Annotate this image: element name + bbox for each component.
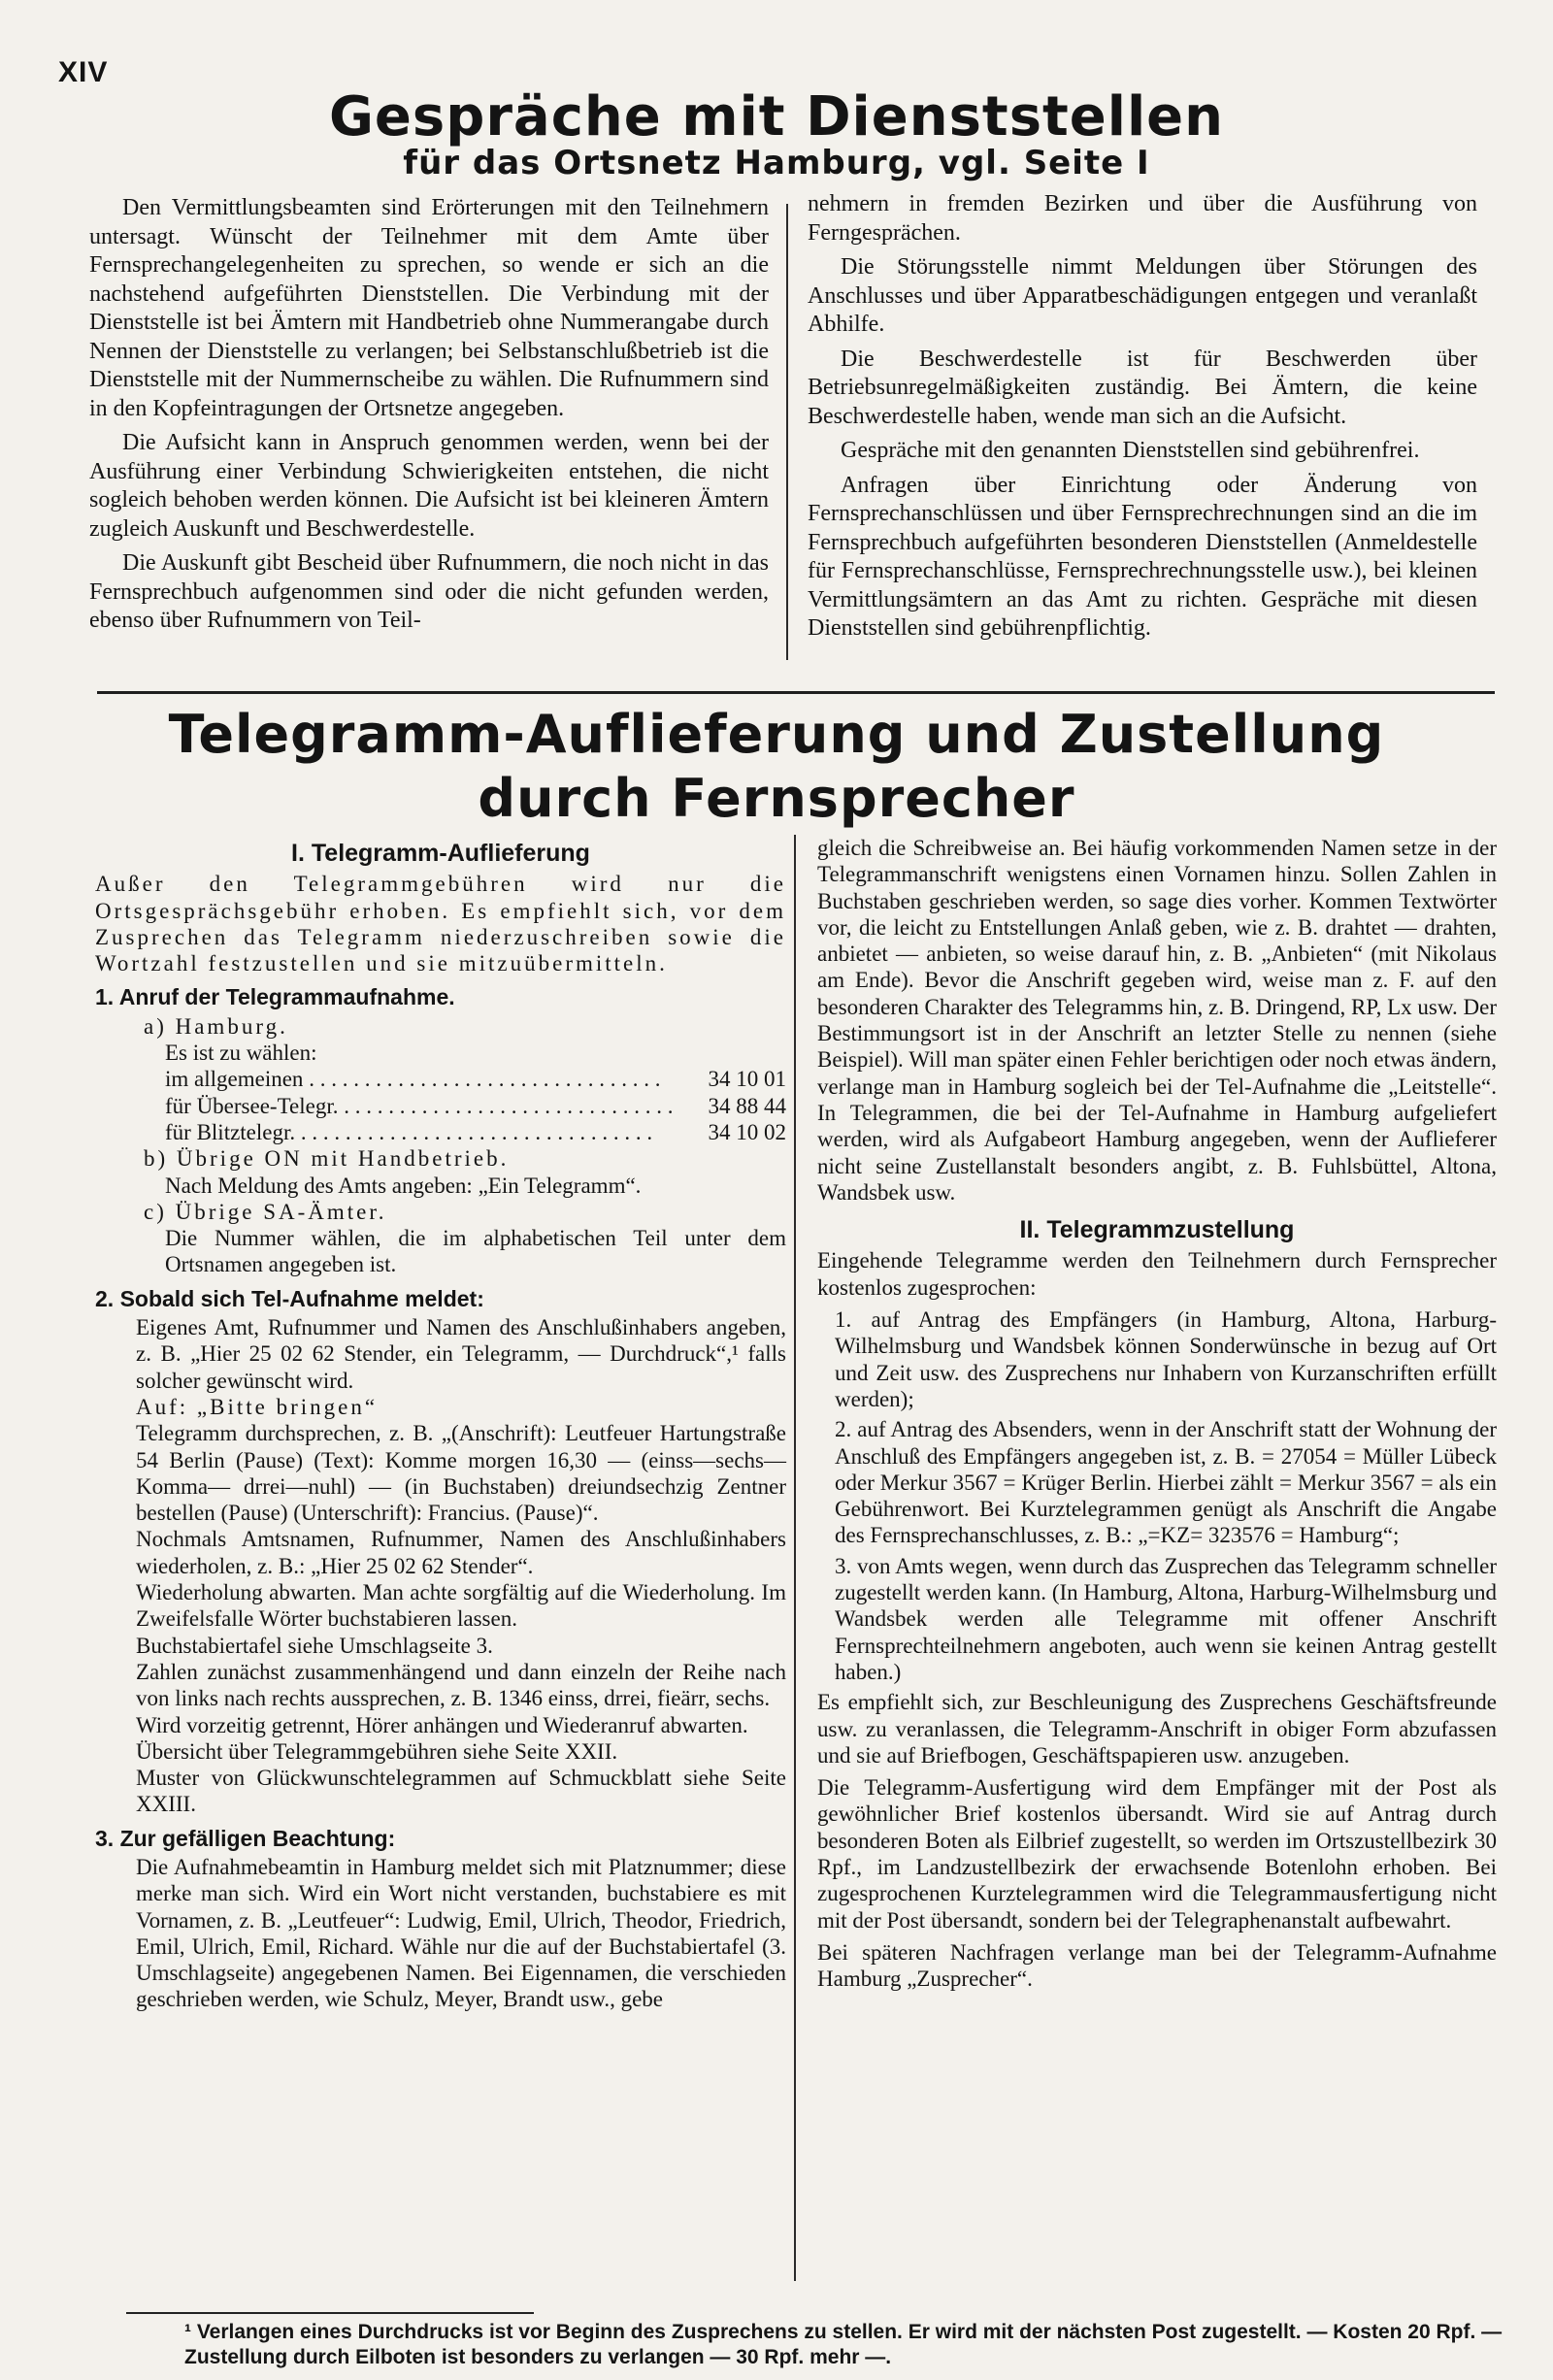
section-separator: [97, 691, 1495, 694]
step2-line: Wird vorzeitig getrennt, Hörer anhängen und Wiederanruf abwarten.: [136, 1712, 748, 1737]
step2-line: Muster von Glückwunschtelegrammen auf Schmuckblatt siehe Seite XXIII.: [136, 1766, 786, 1817]
item-c-label: c) Übrige SA-Ämter.: [144, 1199, 387, 1224]
footnote: ¹ Verlangen eines Durchdrucks ist vor Beginn des Zusprechens zu stellen. Er wird mit der nächsten Post zugestellt. — Kosten 20 Rpf. — Zustellung durch Eilboten ist besonders zu verlangen — 30 Rpf. mehr —.: [184, 2321, 1503, 2368]
part1-intro: Außer den Telegrammgebühren wird nur die Ortsgesprächsgebühr erhoben. Es empfiehlt sich, vor dem Zusprechen das Telegramm niederzuschreiben sowie die Wortzahl festzustellen und sie mitzuübermitteln.: [95, 872, 786, 976]
step2-heading: 2. Sobald sich Tel-Aufnahme meldet:: [95, 1285, 484, 1311]
step2-line: Telegramm durchsprechen, z. B. „(Anschrift): Leutfeuer Hartungstraße 54 Berlin (Pause) (Text): Komme morgen 16,30 — (einss—sechs—Komma— drrei—nuhl) — (in Buchstaben) dreiundsechzig Zentner bestellen (Pause) (Unterschrift): Francius. (Pause)“.: [136, 1421, 786, 1526]
number-row: [165, 1066, 786, 1092]
part2-item: 2. auf Antrag des Absenders, wenn in der Anschrift statt der Wohnung der Anschluß des Empfängers angegeben ist, z. B. = 27054 = Müller Lübeck oder Merkur 3567 = Krüger Berlin. Hierbei zählt = Merkur 3567 = als ein Gebührenwort. Bei Kurztelegrammen genügt als Anschrift die Angabe des Fernsprechanschlusses, z. B.: „=KZ= 323576 = Hamburg“;: [835, 1417, 1497, 1548]
paragraph: Die Auskunft gibt Bescheid über Rufnummern, die noch nicht in das Fernsprechbuch aufgenommen sind oder die nicht gefunden werden, ebenso über Rufnummern von Teil-: [89, 550, 769, 633]
part2-intro: Eingehende Telegramme werden den Teilnehmern durch Fernsprecher kostenlos zugesprochen:: [817, 1248, 1497, 1300]
item-c-text: Die Nummer wählen, die im alphabetischen Teil unter dem Ortsnamen angegeben ist.: [165, 1226, 786, 1277]
item-b-label: b) Übrige ON mit Handbetrieb.: [144, 1146, 510, 1172]
paragraph: Die Störungsstelle nimmt Meldungen über Störungen des Anschlusses und über Apparatbeschädigungen entgegen und veranlaßt Abhilfe.: [808, 254, 1477, 337]
part2-item: 3. von Amts wegen, wenn durch das Zusprechen das Telegramm schneller zugestellt werden kann. (In Hamburg, Altona, Harburg-Wilhelmsburg und Wandsbek werden alle Telegramme mit offener Anschrift Fernsprechteilnehmern angeboten, auch wenn sie keinen Antrag gestellt haben.): [835, 1553, 1497, 1684]
number-value: 34 88 44: [708, 1093, 786, 1118]
item-b-text: Nach Meldung des Amts angeben: „Ein Telegramm“.: [165, 1173, 642, 1198]
page-number: XIV: [58, 56, 109, 88]
step2-line: Auf: „Bitte bringen“: [136, 1394, 379, 1419]
step2-line: Eigenes Amt, Rufnummer und Namen des Anschlußinhabers angeben, z. B. „Hier 25 02 62 Stender, ein Telegramm, — Durchdruck“,¹ falls solcher gewünscht wird.: [136, 1315, 786, 1393]
section2-title: Telegramm-Auflieferung und Zustellung durch Fernsprecher: [168, 704, 1385, 829]
number-label: im allgemeinen . . .: [165, 1066, 679, 1092]
paragraph: Die Beschwerdestelle ist für Beschwerden über Betriebsunregelmäßigkeiten zuständig. Bei Ämtern, die keine Beschwerdestelle haben, wende man sich an die Aufsicht.: [808, 346, 1477, 429]
step3-heading: 3. Zur gefälligen Beachtung:: [95, 1825, 396, 1851]
number-label: für Blitztelegr. . . .: [165, 1119, 679, 1145]
number-row: [165, 1119, 786, 1145]
part2-paragraph: Die Telegramm-Ausfertigung wird dem Empfänger mit der Post als gewöhnlicher Brief kostenlos übersandt. Wird sie auf Antrag durch besonderen Boten als Eilbrief zugestellt, so werden im Ortszustellbezirk 30 Rpf., im Landzustellbezirk der erwachsende Botenlohn erhoben. Bei zugesprochenen Kurztelegrammen wird die Telegrammausfertigung nicht mit der Post übersandt, sondern bei der Telegraphenanstalt aufbewahrt.: [817, 1775, 1497, 1933]
number-label: für Übersee-Telegr. . . .: [165, 1093, 679, 1119]
number-value: 34 10 02: [708, 1119, 786, 1144]
section2-left-column: [95, 841, 786, 2013]
section1-subtitle: für das Ortsnetz Hamburg, vgl. Seite I: [403, 144, 1150, 182]
step3-text: Die Aufnahmebeamtin in Hamburg meldet sich mit Platznummer; diese merke man sich. Wird ein Wort nicht verstanden, buchstabiere es mit Vornamen, z. B. „Leutfeuer“: Ludwig, Emil, Ulrich, Theodor, Friedrich, Emil, Ulrich, Emil, Richard. Wähle nur die auf der Buchstabiertafel (3. Umschlagseite) angegebenen Namen. Bei Eigennamen, die verschieden geschrieben werden, wie Schulz, Meyer, Brandt usw., gebe: [136, 1854, 786, 2012]
step2-line: Übersicht über Telegrammgebühren siehe Seite XXII.: [136, 1738, 618, 1764]
paragraph: Den Vermittlungsbeamten sind Erörterungen mit den Teilnehmern untersagt. Wünscht der Teilnehmer mit dem Amte über Fernsprechangelegenheiten zu sprechen, so wende er sich an die nachstehend aufgeführten Dienststellen. Die Verbindung mit der Dienststelle ist bei Ämtern mit Handbetrieb ohne Nummerangabe durch Nennen der Dienststelle zu verlangen; bei Selbstanschlußbetrieb ist die Dienststelle mit der Nummernscheibe zu wählen. Die Rufnummern sind in den Kopfeintragungen der Ortsnetze angegeben.: [89, 195, 769, 421]
number-row: [165, 1093, 786, 1119]
right-continuation: gleich die Schreibweise an. Bei häufig vorkommenden Namen setze in der Telegrammanschrift wenigstens einen Vornamen hinzu. Sollen Zahlen in Buchstaben geschrieben werden, so sage dies vorher. Kommen Textwörter vor, die leicht zu Entstellungen Anlaß geben, wie z. B. drahtet — drahten, anbietet — anbieten, so weise darauf hin, z. B. „Anbieten“ (mit Nikolaus am Ende). Bevor die Anschrift gegeben wird, weise man z. F. auf den besonderen Charakter des Telegramms hin, z. B. Dringend, RP, Lx usw. Der Bestimmungsort ist in der Anschrift an letzter Stelle zu nennen (siehe Beispiel). Will man später einen Fehler berichtigen oder noch etwas ändern, verlange man in Hamburg sogleich bei der Tel-Aufnahme die „Leitstelle“. In Telegrammen, die bei der Tel-Aufnahme in Hamburg aufgeliefert werden, wird als Aufgabeort Hamburg angegeben, wenn der Auflieferer nicht seine Zustellanstalt besonders angibt, z. B. Fuhlsbüttel, Altona, Wandsbek usw.: [817, 836, 1497, 1205]
step2-line: Buchstabiertafel siehe Umschlagseite 3.: [136, 1633, 493, 1658]
paragraph: Gespräche mit den genannten Dienststellen sind gebührenfrei.: [841, 438, 1420, 463]
part2-heading: II. Telegrammzustellung: [1019, 1216, 1295, 1244]
step2-body: [136, 1314, 786, 1818]
section1-right-column: [808, 190, 1477, 649]
part2-paragraph: Bei späteren Nachfragen verlange man bei der Telegramm-Aufnahme Hamburg „Zusprecher“.: [817, 1939, 1497, 1992]
part1-heading: I. Telegramm-Auflieferung: [291, 840, 590, 867]
item-a-label: a) Hamburg.: [144, 1013, 288, 1039]
item-a-sub: Es ist zu wählen:: [165, 1041, 317, 1066]
footnote-rule: [126, 2312, 534, 2314]
column-divider: [786, 204, 788, 660]
part2-paragraph: Es empfiehlt sich, zur Beschleunigung des Zusprechens Geschäftsfreunde usw. zu veranlassen, die Telegramm-Anschrift in obiger Form abzufassen und sie auf Briefbogen, Geschäftspapieren usw. anzugeben.: [817, 1690, 1497, 1768]
paragraph: Anfragen über Einrichtung oder Änderung von Fernsprechanschlüssen und über Fernsprechrechnungen sind an die im Fernsprechbuch aufgeführten besonderen Dienststellen (Anmeldestelle für Fernsprechanschlüsse, Fernsprechrechnungsstelle usw.), bei kleinen Vermittlungsämtern an das Amt zu richten. Gespräche mit diesen Dienststellen sind gebührenpflichtig.: [808, 472, 1477, 641]
number-value: 34 10 01: [708, 1067, 786, 1092]
paragraph: nehmern in fremden Bezirken und über die Ausführung von Ferngesprächen.: [808, 191, 1477, 246]
step2-line: Wiederholung abwarten. Man achte sorgfältig auf die Wiederholung. Im Zweifelsfalle Wörter buchstabieren lassen.: [136, 1580, 786, 1632]
column-divider: [794, 835, 796, 2281]
step2-line: Zahlen zunächst zusammenhängend und dann einzeln der Reihe nach von links nach rechts aussprechen, z. B. 1346 einss, drrei, fieärr, sechs.: [136, 1659, 786, 1711]
step1-heading: 1. Anruf der Telegrammaufnahme.: [95, 984, 455, 1010]
paragraph: Die Aufsicht kann in Anspruch genommen werden, wenn bei der Ausführung einer Verbindung Schwierigkeiten entstehen, die nicht sogleich behoben werden können. Die Aufsicht ist bei kleineren Ämtern zugleich Auskunft und Beschwerdestelle.: [89, 430, 769, 542]
step2-line: Nochmals Amtsnamen, Rufnummer, Namen des Anschlußinhabers wiederholen, z. B.: „Hier 25 02 62 Stender“.: [136, 1527, 786, 1578]
section1-title: Gespräche mit Dienststellen: [328, 85, 1225, 149]
section2-right-column: [817, 835, 1497, 1998]
part2-item: 1. auf Antrag des Empfängers (in Hamburg, Altona, Harburg-Wilhelmsburg und Wandsbek können Sonderwünsche in bezug auf Ort und Zeit usw. des Zusprechens nur Inhabern von Kurzanschriften erfüllt werden);: [835, 1307, 1497, 1411]
section1-left-column: [89, 194, 769, 642]
